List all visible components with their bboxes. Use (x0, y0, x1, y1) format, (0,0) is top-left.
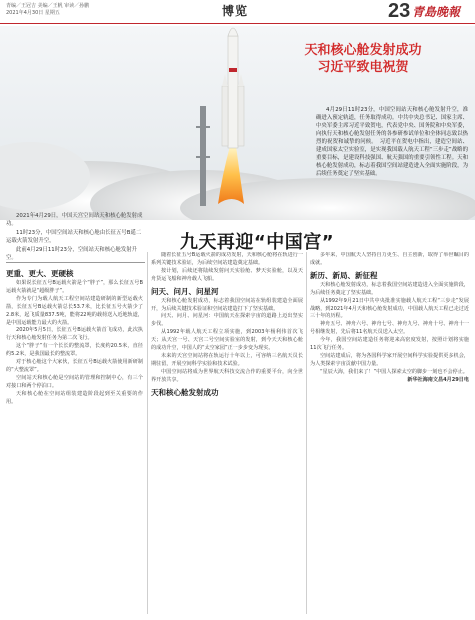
photo-caption: 4月29日11时23分，中国空间站天和核心舱发射升空，准确进入预定轨道，任务取得成功。中共中央总书记、国家主席、中央军委主席习近平致贺电，代表党中央、国务院和中央军委，向执行天和核心舱发射任务的各参研参试单位和全体同志致以热烈的祝贺和诚挚的问候。 习近平在贺电中指出，建造空间站、建成国家太空实验室，是实现我国载人航天工程“三步走”战略的重要目标，是建设科技强国、航天强国的重要引领性工程。天和核心舱发射成功，标志着我国空间站建造进入全面实施阶段，为后续任务奠定了坚实基础。 (316, 107, 468, 177)
paragraph: 空间站天和核心舱是空间站的管理和控制中心，有三个对接口和两个停泊口。 (6, 374, 143, 389)
intro-text (6, 212, 146, 262)
paragraph: 未来的天宫空间站将在轨运行十年以上，可容纳三名航天员长期驻留，开展空间科学实验和技术试验。 (151, 352, 303, 367)
paragraph: 这个“胖子”有一个长长的整流罩，长度约20.5米，直径约5.2米，是我国最长的整流罩。 (6, 343, 143, 358)
section-name: 博览 (222, 4, 249, 18)
paragraph: 天和核心舱发射成功，标志着我国空间站在轨组装建造全面展开，为后续关键技术验证和空间站建造打下了坚实基础。 (151, 297, 303, 312)
section-heading: 新历、新局、新征程 (310, 270, 378, 280)
main-headline: 九天再迎“中国宫” (179, 232, 335, 253)
headline-line-1: 天和核心舱发射成功 (304, 43, 422, 58)
intro-paragraph: 11时23分，中国空间站天和核心舱由长征五号B遥二运载火箭发射升空， (6, 229, 142, 245)
section-heading: 天和核心舱发射成功 (151, 387, 219, 397)
byline: 新华社海南文昌4月29日电 (407, 376, 469, 383)
paragraph: 神舟五号、神舟六号、神舟七号、神舟九号、神舟十号、神舟十一号相继发射，先后将11名航天员送入太空。 (310, 321, 469, 336)
editor-info (6, 3, 89, 17)
paragraph: 随着长征五号B运载火箭的成功发射，天和核心舱将在轨进行一系列关键技术验证，为后续空间站建造奠定基础。 (151, 252, 303, 266)
section-heading: 问天、问月、问星河 (151, 286, 219, 296)
paragraph: 中国空间站将成为世界航天科技交流合作的重要平台，向全世界开放共享。 (151, 368, 303, 383)
paragraph: 今年，我国空间站建造任务将迎来高密度发射，按照计划将实施11次飞行任务。 (310, 337, 469, 352)
intro-paragraph: 此前4月29日11时23分，空间站天和核心舱发射升空。 (6, 246, 138, 262)
paragraph: 天和核心舱在空间站组装建造阶段起到至关重要的作用。 (6, 390, 143, 405)
article-column-3 (310, 252, 469, 616)
headline-line-2: 习近平致电祝贺 (317, 60, 409, 75)
paragraph: 作为专门为载人航天工程空间站建造研制的新型运载火箭，长征五号B运载火箭总长53.7米，比长征五号火箭少了2.8米，起飞质量837.5吨，能将22吨的载荷送入近地轨道，是中国运载能力最大的火箭。 (6, 295, 143, 326)
paragraph: 2020年5月5日，长征五号B运载火箭首飞成功，此次执行天和核心舱发射任务为第二次飞行。 (6, 327, 143, 342)
paragraph: 从1992年载人航天工程立项实施，到2003年杨利伟首次飞天；从天宫一号、天宫二号空间实验室的发射，到今天天和核心舱的成功升空，中国人的“太空家园”正一步步变为现实。 (151, 329, 303, 352)
paragraph: 多年来，中国航天人坚持自力更生、自主创新，取得了举世瞩目的成就。 (310, 252, 469, 266)
masthead (0, 0, 475, 24)
page-number: 23 (388, 0, 411, 22)
divider (6, 262, 145, 263)
photo-headline (258, 42, 468, 76)
newspaper-logo: 青島晚報 (412, 5, 461, 19)
intro-paragraph: 2021年4月29日，中国天宫空间站天和核心舱发射成功。 (6, 213, 143, 228)
section-heading: 更重、更大、更硬核 (6, 269, 74, 278)
paragraph: 按计划，后续还将陆续发射问天实验舱、梦天实验舱，以及天舟货运飞船和神舟载人飞船。 (151, 267, 303, 282)
editor-line: 青编／王冠吉 美编／王帆 审读／孙鹏 (6, 3, 90, 9)
paragraph: 问天、问月、问星河：中国航天在探索宇宙的道路上迈出坚实步伐。 (151, 313, 303, 328)
paragraph: 对于核心舱这个大家伙，长征五号B运载火箭使用新研制的“大整流罩”。 (6, 359, 143, 373)
paragraph: 空间站建成后，将为各国科学家开展空间科学实验提供更多机会，为人类探索宇宙贡献中国力量。 (310, 352, 469, 367)
paragraph: 天和核心舱发射成功，标志着我国空间站建造进入全面实施阶段，为后续任务奠定了坚实基础。 (310, 281, 469, 296)
article-column-1 (6, 266, 143, 616)
paragraph: 从1992年9月21日中共中央批准实施载人航天工程“三步走”发展战略，到2021年4月天和核心舱发射成功，中国载人航天工程已走过近三十年的历程。 (310, 297, 469, 320)
article-column-2 (151, 252, 303, 616)
date-line: 2021年4月30日 星期五 (6, 10, 60, 16)
column-divider (306, 252, 307, 614)
column-divider (147, 252, 148, 614)
paragraph: 如果说长征五号B运载火箭是个“胖子”，那么长征五号B运载火箭就是“超级胖子”。 (6, 280, 143, 294)
paragraph: “星辰大海，我们来了！”中国人探索太空的脚步一刻也不会停止。 (320, 368, 468, 375)
